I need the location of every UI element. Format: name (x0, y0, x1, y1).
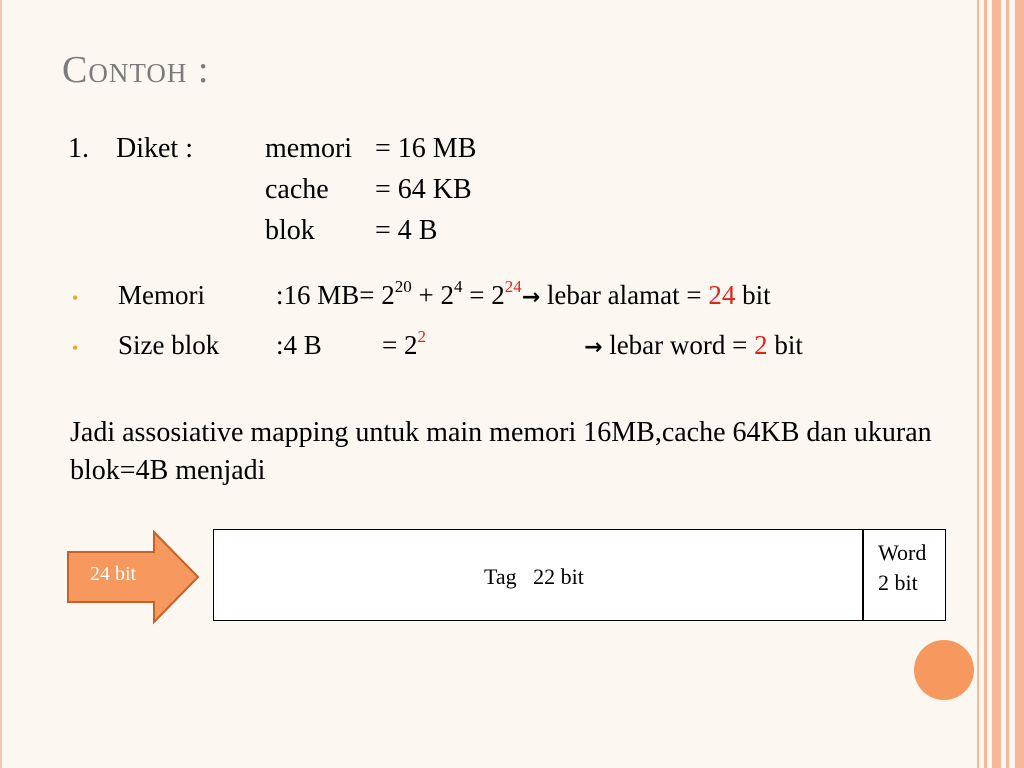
diket-value: = 4 B (375, 215, 438, 246)
diket-value: = 16 MB (375, 133, 477, 164)
word-bits: 2 bit (878, 570, 918, 595)
arrow-right-icon: → (584, 335, 603, 360)
list-number: 1. (68, 133, 89, 164)
bullet-formula: :16 $MB= 2^{20} + 2^4 = 2^{24}\to$ lebar alamat = 24 bit (276, 277, 771, 310)
tag-field: Tag 22 bit (484, 564, 584, 589)
address-format-box (213, 529, 946, 621)
diket-key: cache (265, 174, 329, 205)
diket-key: memori (265, 133, 353, 164)
bullet-dot-icon: • (72, 338, 79, 358)
address-width-label: 24 bit (89, 563, 137, 585)
right-stripes (974, 0, 1024, 768)
diket-value: = 64 KB (375, 174, 472, 205)
decorative-circle (914, 640, 974, 700)
field-divider (862, 530, 864, 620)
arrow-right-icon: → (521, 285, 541, 310)
word-label: Word (878, 540, 927, 565)
diket-label: Diket : (116, 133, 193, 164)
bullet-label: Size blok (118, 330, 220, 360)
bullet-dot-icon: • (72, 288, 79, 308)
conclusion-paragraph: Jadi assosiative mapping untuk main memori 16MB,cache 64KB dan ukuran blok=4B menjadi (70, 417, 932, 486)
bullet-formula: = $2^2$ (382, 327, 426, 360)
left-border (0, 0, 2, 768)
bullet-size: :4 B (276, 330, 322, 360)
diket-key: blok (265, 215, 315, 246)
bullet-label: Memori (118, 280, 205, 310)
bullet-result: → lebar word = 2 bit (584, 330, 803, 360)
slide-title: Contoh : (62, 49, 210, 91)
word-field (878, 538, 926, 598)
